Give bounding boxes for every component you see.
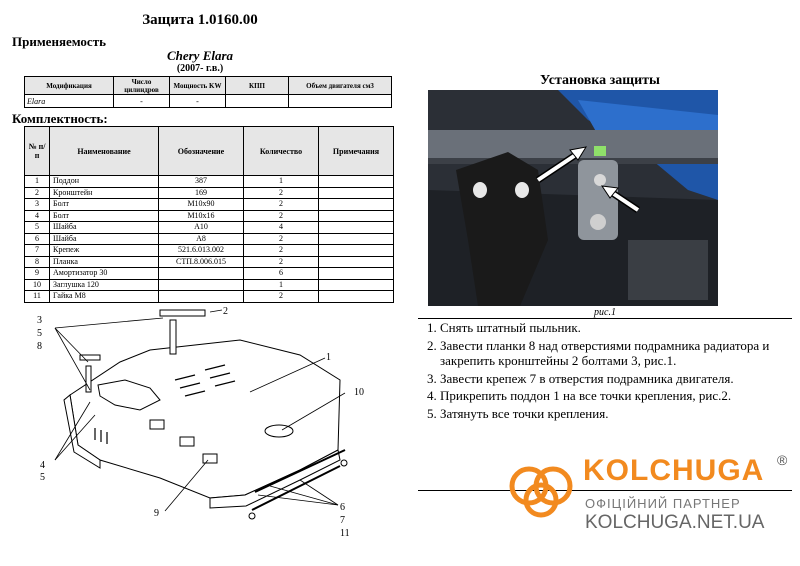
col-number: № п/п — [25, 127, 50, 176]
cell: Шайба — [50, 233, 159, 245]
cell — [319, 176, 394, 188]
cell: 3 — [25, 199, 50, 211]
col-quantity: Количество — [244, 127, 319, 176]
callout-10: 10 — [354, 387, 364, 398]
logo-partner: ОФІЦІЙНИЙ ПАРТНЕР — [585, 496, 741, 511]
cell — [319, 187, 394, 199]
cell: 7 — [25, 245, 50, 257]
step-item: 2. Завести планки 8 над отверстиями подрамника радиатора и закрепить кронштейны 2 болтами 3, рис.1. — [440, 338, 800, 369]
cell — [319, 233, 394, 245]
cell: 10 — [25, 279, 50, 291]
logo-site: KOLCHUGA.NET.UA — [585, 512, 765, 533]
cell: - — [114, 95, 170, 108]
bracket — [80, 355, 100, 360]
table-row — [25, 268, 394, 280]
cell — [319, 256, 394, 268]
kolchuga-logo — [505, 452, 800, 552]
callout-2: 2 — [223, 306, 228, 317]
cell: Болт — [50, 210, 159, 222]
bolt-head — [515, 182, 529, 198]
cell — [289, 95, 392, 108]
cell: 521.6.013.002 — [159, 245, 244, 257]
cell: 8 — [25, 256, 50, 268]
green-clip — [594, 146, 606, 156]
step-item: 1. Снять штатный пыльник. — [440, 320, 800, 336]
nut — [341, 460, 347, 466]
photo-caption: рис.1 — [594, 307, 616, 318]
cell: 387 — [159, 176, 244, 188]
cell: Амортизатор 30 — [50, 268, 159, 280]
col-notes: Примечания — [319, 127, 394, 176]
bolt — [170, 320, 176, 354]
cell: 6 — [244, 268, 319, 280]
cell: М10х16 — [159, 210, 244, 222]
cell: 4 — [244, 222, 319, 234]
cell: Гайка М8 — [50, 291, 159, 303]
car-model: Chery Elara — [166, 48, 234, 63]
bracket — [160, 310, 205, 316]
table-row — [25, 233, 394, 245]
table-row — [25, 176, 394, 188]
drain-hole — [265, 425, 293, 437]
cell: Elara — [25, 95, 114, 108]
cell: Поддон — [50, 176, 159, 188]
install-title: Установка защиты — [540, 73, 660, 88]
cell: А10 — [159, 222, 244, 234]
parts-diagram — [0, 300, 400, 566]
divider — [418, 318, 792, 319]
callout-1: 1 — [326, 352, 331, 363]
bolt-head — [473, 182, 487, 198]
cell: 9 — [25, 268, 50, 280]
cell: 2 — [244, 256, 319, 268]
table-row — [25, 187, 394, 199]
table-row — [25, 279, 394, 291]
col-cylinders: Число цилиндров — [114, 77, 170, 95]
cell: М10х90 — [159, 199, 244, 211]
table-row — [25, 245, 394, 257]
table-row — [25, 95, 392, 108]
mount-block — [203, 454, 217, 463]
logo-registered: ® — [777, 452, 788, 468]
cell — [159, 268, 244, 280]
cell: СТП.8.006.015 — [159, 256, 244, 268]
col-name: Наименование — [50, 127, 159, 176]
cell — [226, 95, 289, 108]
nut — [249, 513, 255, 519]
cell: 2 — [244, 245, 319, 257]
step-item: 5. Затянуть все точки крепления. — [440, 406, 800, 422]
callout-6: 6 — [340, 502, 345, 513]
cell: Болт — [50, 199, 159, 211]
cell: 11 — [25, 291, 50, 303]
cell — [159, 279, 244, 291]
callout-4: 4 — [40, 460, 45, 471]
cell: 2 — [244, 199, 319, 211]
callout-8: 8 — [37, 341, 42, 352]
cell — [319, 268, 394, 280]
cell: 2 — [244, 291, 319, 303]
cell: 4 — [25, 210, 50, 222]
cell: 1 — [25, 176, 50, 188]
installation-steps — [418, 320, 800, 423]
table-row — [25, 256, 394, 268]
callout-11: 11 — [340, 528, 350, 539]
cell: Крепеж — [50, 245, 159, 257]
col-gearbox: КПП — [226, 77, 289, 95]
mount-block — [180, 437, 194, 446]
cell: 5 — [25, 222, 50, 234]
cell: 2 — [244, 210, 319, 222]
col-modification: Модификация — [25, 77, 114, 95]
cell — [319, 222, 394, 234]
cell — [319, 279, 394, 291]
cell: - — [170, 95, 226, 108]
page-title: Защита 1.0160.00 — [142, 12, 258, 28]
kit-table — [24, 126, 394, 303]
table-row — [25, 199, 394, 211]
cell: 2 — [25, 187, 50, 199]
cell: 1 — [244, 279, 319, 291]
step-item: 3. Завести крепеж 7 в отверстия подрамника двигателя. — [440, 371, 800, 387]
cell: 6 — [25, 233, 50, 245]
callout-5: 5 — [37, 328, 42, 339]
callout-5b: 5 — [40, 472, 45, 483]
installation-photo — [428, 90, 718, 306]
modification-table — [24, 76, 392, 108]
callout-9: 9 — [154, 508, 159, 519]
kit-label: Комплектность: — [12, 111, 108, 126]
cell — [319, 210, 394, 222]
cell: Планка — [50, 256, 159, 268]
cell: 2 — [244, 233, 319, 245]
cell: Шайба — [50, 222, 159, 234]
table-row — [25, 210, 394, 222]
table-row — [25, 222, 394, 234]
col-power: Мощность KW — [170, 77, 226, 95]
logo-brand: KOLCHUGA — [583, 454, 765, 487]
cell: 2 — [244, 187, 319, 199]
logo-rings-icon — [505, 458, 585, 520]
car-years: (2007- г.в.) — [176, 63, 224, 74]
cell — [319, 245, 394, 257]
mount-block — [150, 420, 164, 429]
callout-7: 7 — [340, 515, 345, 526]
callout-3: 3 — [37, 315, 42, 326]
cell: 1 — [244, 176, 319, 188]
applicability-label: Применяемость — [12, 34, 106, 49]
col-designation: Обозначение — [159, 127, 244, 176]
cell: Кронштейн — [50, 187, 159, 199]
cell: Заглушка 120 — [50, 279, 159, 291]
cell: 169 — [159, 187, 244, 199]
col-engine-volume: Объем двигателя см3 — [289, 77, 392, 95]
cell: А8 — [159, 233, 244, 245]
cell — [319, 199, 394, 211]
step-item: 4. Прикрепить поддон 1 на все точки крепления, рис.2. — [440, 388, 800, 404]
